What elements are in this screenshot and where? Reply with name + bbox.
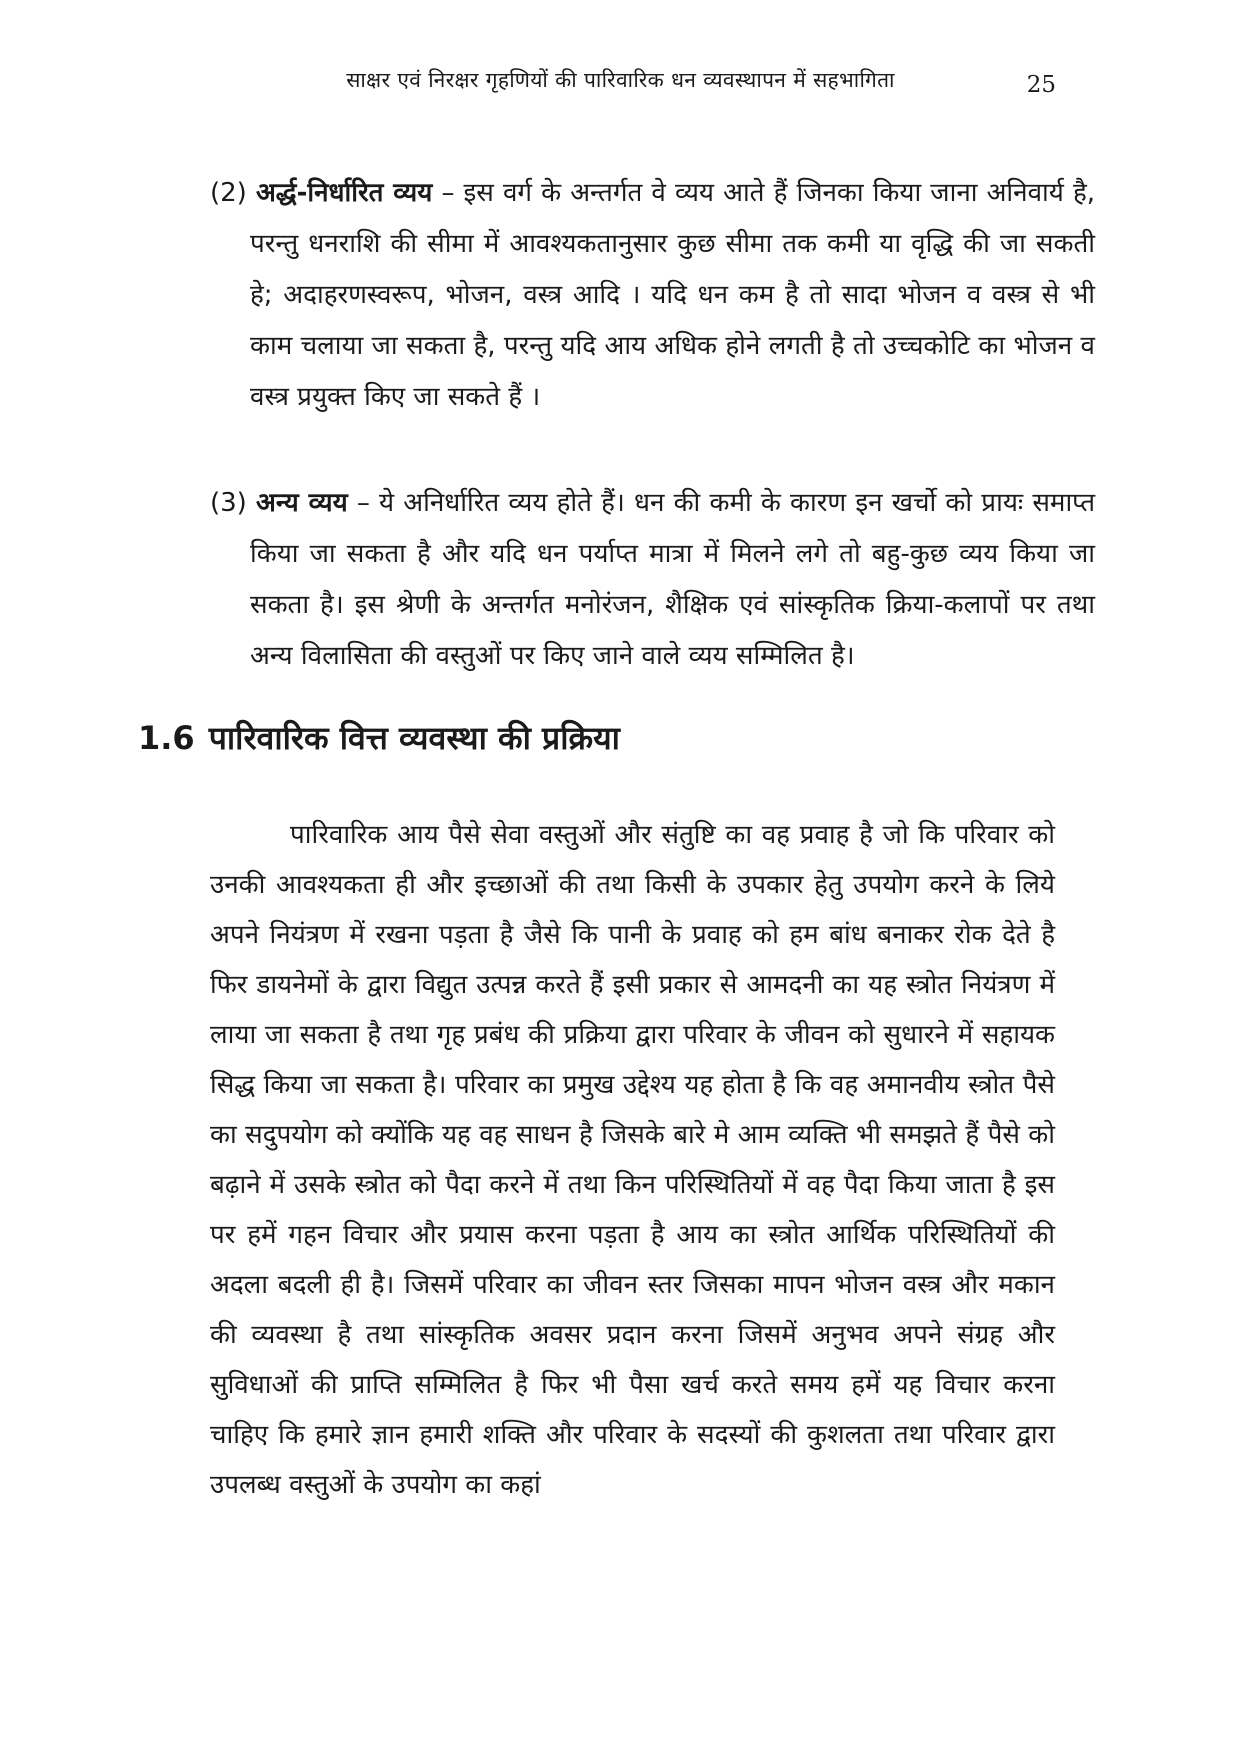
list-item-term: अन्य व्यय [256,488,348,518]
list-item-number: (2) [210,178,247,208]
page-number: 25 [1026,72,1056,98]
list-item-term: अर्द्ध-निर्धारित व्यय [255,178,433,208]
list-item-text: – इस वर्ग के अन्तर्गत वे व्यय आते हैं जिनका किया जाना अनिवार्य है, परन्तु धनराशि की सीमा में आवश्यकतानुसार कुछ सीमा तक कमी या वृद्धि की जा सकती हे; अदाहरणस्वरूप, भोजन, वस्त्र आदि । यदि धन कम है तो सादा भोजन व वस्त्र से भी काम चलाया जा सकता है, परन्तु यदि आय अधिक होने लगती है तो उच्चकोटि का भोजन व वस्त्र प्रयुक्त किए जा सकते हैं । [250,178,1096,412]
section-title: पारिवारिक वित्त व्यवस्था की प्रक्रिया [208,719,620,757]
list-item-number: (3) [210,488,247,518]
section-heading [138,716,620,759]
section-number: 1.6 [138,719,195,757]
list-item-semi-fixed-expense [210,168,1095,423]
running-header: साक्षर एवं निरक्षर गृहणियों की पारिवारिक धन व्यवस्थापन में सहभागिता [346,68,895,92]
body-paragraph: पारिवारिक आय पैसे सेवा वस्तुओं और संतुष्टि का वह प्रवाह है जो कि परिवार को उनकी आवश्यकता ही और इच्छाओं की तथा किसी के उपकार हेतु उपयोग करने के लिये अपने नियंत्रण में रखना पड़ता है जैसे कि पानी के प्रवाह को हम बांध बनाकर रोक देते है फिर डायनेमों के द्वारा विद्युत उत्पन्न करते हैं इसी प्रकार से आमदनी का यह स्त्रोत नियंत्रण में लाया जा सकता है तथा गृह प्रबंध की प्रक्रिया द्वारा परिवार के जीवन को सुधारने में सहायक सिद्ध किया जा सकता है। परिवार का प्रमुख उद्देश्य यह होता है कि वह अमानवीय स्त्रोत पैसे का सदुपयोग को क्योंकि यह वह साधन है जिसके बारे मे आम व्यक्ति भी समझते हैं पैसे को बढ़ाने में उसके स्त्रोत को पैदा करने में तथा किन परिस्थितियों में वह पैदा किया जाता है इस पर हमें गहन विचार और प्रयास करना पड़ता है आय का स्त्रोत आर्थिक परिस्थितियों की अदला बदली ही है। जिसमें परिवार का जीवन स्तर जिसका मापन भोजन वस्त्र और मकान की व्यवस्था है तथा सांस्कृतिक अवसर प्रदान करना जिसमें अनुभव अपने संग्रह और सुविधाओं की प्राप्ति सम्मिलित है फिर भी पैसा खर्च करते समय हमें यह विचार करना चाहिए कि हमारे ज्ञान हमारी शक्ति और परिवार के सदस्यों की कुशलता तथा परिवार द्वारा उपलब्ध वस्तुओं के उपयोग का कहां [210,820,1055,1500]
list-item-text: – ये अनिर्धारित व्यय होते हैं। धन की कमी के कारण इन खर्चो को प्रायः समाप्त किया जा सकता है और यदि धन पर्याप्त मात्रा में मिलने लगे तो बहु-कुछ व्यय किया जा सकता है। इस श्रेणी के अन्तर्गत मनोरंजन, शैक्षिक एवं सांस्कृतिक क्रिया-कलापों पर तथा अन्य विलासिता की वस्तुओं पर किए जाने वाले व्यय सम्मिलित है। [250,488,1096,671]
list-item-other-expense [210,478,1095,682]
